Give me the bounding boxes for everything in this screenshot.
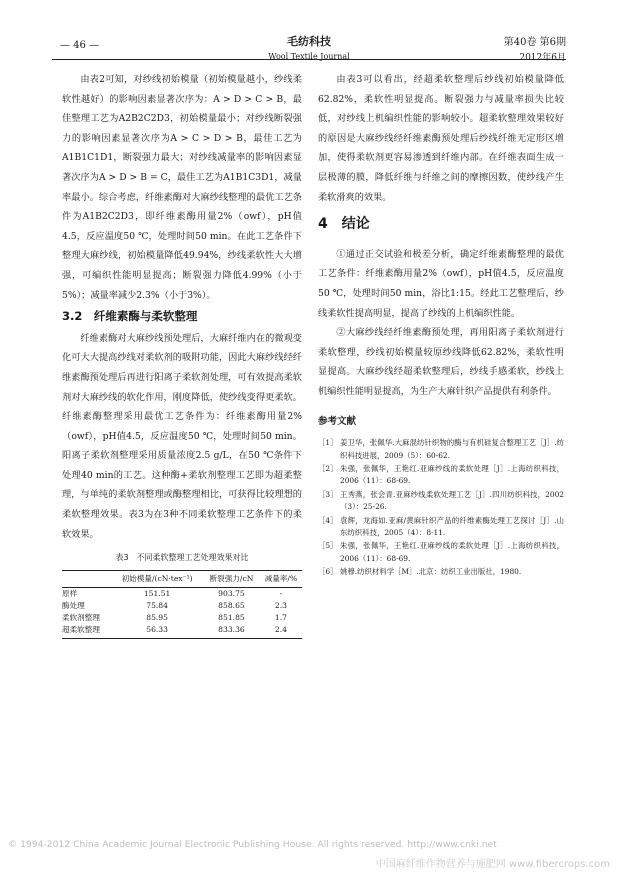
conclusion-item-1: ①通过正交试验和极差分析，确定纤维素酶整理的最优工艺条件：纤维素酶用量2%（owf），pH值4.5，反应温度50 ℃，处理时间50 min，浴比1:15。经此工艺整理后，纱线柔软性提高明显，提高了纱线的上机编织性能。 [318, 248, 564, 319]
table-row [62, 600, 302, 612]
paragraph-table2-analysis: 由表2可知，对纱线初始模量（初始模量越小，纱线柔软性越好）的影响因素显著次序为：A > D > C > B，最佳整理工艺为A2B2C2D3，初始模量最小；对纱线断裂强力的影响因素显著次序为A > C > D > B，最佳工艺为A1B1C1D1，断裂强力最大；对纱线减量率的影响因素显著次序为A > D > B = C，最佳工艺为A1B1C3D1，减量率最小。综合考虑，纤维素酶对大麻纱线整理的最优工艺条件为A1B2C2D3，即纤维素酶用量2%（owf），pH值4.5，反应温度50 ℃，处理时间50 min。在此工艺条件下整理大麻纱线，初始模量降低49.94%，纱线柔软性大大增强，可编织性能明显提高；断裂强力降低4.99%（小于5%）；减量率减少2.3%（小于3%）。 [62, 74, 302, 301]
table-cell: 151.51 [143, 588, 171, 598]
table-cell: 56.33 [111, 624, 203, 639]
reference-number: ［4］ [318, 515, 338, 525]
reference-item [318, 515, 564, 540]
table-cell: 超柔软整理 [62, 624, 111, 639]
reference-number: ［3］ [318, 489, 338, 499]
section-3-2-heading: 3.2 纤维素酶与柔软整理 [62, 309, 198, 324]
table-cell: 2.3 [274, 600, 287, 610]
header-rule [52, 59, 566, 60]
reference-number: ［6］ [318, 567, 338, 577]
reference-number: ［1］ [318, 438, 338, 448]
reference-item [318, 463, 564, 488]
right-column [318, 70, 564, 580]
table-cell: 2.4 [260, 624, 302, 639]
table3-header-blank [62, 570, 111, 587]
reference-text: 姜卫华，张佩华.大麻混纺针织物的酶与有机硅复合整理工艺［J］.纺织科技进展，2009（5）：60-62. [340, 438, 564, 460]
reference-text: 姚穆.纺织材料学［M］.北京：纺织工业出版社，1980. [340, 567, 522, 577]
references-heading: 参考文献 [318, 415, 357, 427]
reference-item [318, 437, 564, 462]
table-cell: 833.36 [203, 624, 260, 639]
table-cell: 85.95 [146, 612, 168, 622]
reference-item [318, 489, 564, 514]
journal-title-cn: 毛纺科技 [287, 35, 331, 48]
issue-volume: 第40卷 第6期 [503, 37, 566, 48]
watermark: 中国麻纤维作物营养与施肥网 www.fibercrops.com [375, 859, 610, 870]
table3-header-weight-loss: 减量率/% [260, 570, 302, 587]
table-cell: 851.85 [218, 612, 245, 622]
reference-text: 朱强，张佩华，王艳红.亚麻纱线的柔软处理［J］.上海纺织科技，2006（11）：68-69. [340, 463, 564, 486]
table-cell: - [279, 588, 283, 598]
reference-text: 朱强，张佩华，王艳红.亚麻纱线的柔软处理［J］.上海纺织科技，2006（11）：68-69. [340, 541, 564, 563]
conclusion-item-2: ②大麻纱线经纤维素酶预处理，再用阳离子柔软剂进行柔软整理，纱线初始模量较原纱线降低62.82%，柔软性明显提高。大麻纱线经超柔软整理后，纱线手感柔软，纱线上机编织性能明显提高，为生产大麻针织产品提供有利条件。 [318, 327, 564, 397]
table-cell: 903.75 [218, 588, 245, 598]
paragraph-enzyme-softening: 纤维素酶对大麻纱线预处理后，大麻纤维内在的微观变化可大大提高纱线对柔软剂的吸附功能，因此大麻纱线经纤维素酶预处理后再进行阳离子柔软剂处理，可有效提高柔软剂对大麻纱线的软化作用，刚度降低，使纱线变得更柔软。纤维素酶整理采用最优工艺条件为：纤维素酶用量2%（owf），pH值4.5，反应温度50 ℃，处理时间50 min。阳离子柔软剂整理采用质量浓度2.5 g/L，在50 ℃条件下处理40 min的工艺。这种酶+柔软剂整理工艺即为超柔整理，与单纯的柔软剂整理或酶整理相比，可获得比较理想的柔软整理效果。表3为在3种不同柔软整理工艺条件下的柔软效果。 [62, 332, 302, 540]
journal-title-en: Wool Textile Journal [268, 52, 350, 61]
issue-date: 2012年6月 [519, 53, 566, 63]
table-cell: 酶处理 [62, 600, 85, 610]
table3-header-modulus: 初始模量/(cN·tex⁻¹) [111, 570, 203, 587]
reference-text: 王秀燕，张会青.亚麻纱线柔软处理工艺［J］.四川纺织科技，2002（3）：25-26. [340, 489, 564, 512]
references-list [318, 437, 564, 578]
table-row [62, 624, 302, 639]
reference-item [318, 540, 564, 565]
table-cell: 75.84 [146, 600, 168, 610]
table-cell: 柔软剂整理 [62, 612, 100, 622]
table-row [62, 612, 302, 624]
page-number: — 46 — [60, 40, 100, 51]
reference-number: ［5］ [318, 541, 338, 551]
table3-header-row [62, 570, 302, 587]
table-cell: 858.65 [218, 600, 245, 610]
table-cell: 1.7 [274, 612, 287, 622]
copyright-footer: © 1994-2012 China Academic Journal Electronic Publishing House. All rights reserved. http://www.cnki.net [8, 839, 497, 850]
section-4-heading: 4 结论 [318, 216, 370, 233]
left-column [62, 70, 302, 639]
table3-header-strength: 断裂强力/cN [203, 570, 260, 587]
table-cell: 原样 [62, 588, 78, 598]
reference-text: 袁辉，龙海如.亚麻/黄麻针织产品的纤维素酶处理工艺探讨［J］.山东纺织科技，2005（4）：8-11. [340, 515, 564, 537]
table-row [62, 587, 302, 600]
reference-number: ［2］ [318, 463, 338, 473]
paragraph-table3-analysis: 由表3可以看出，经超柔软整理后纱线初始模量降低62.82%，柔软性明显提高。断裂强力与减量率损失比较低，对纱线上机编织性能的影响较小。超柔软整理效果较好的原因是大麻纱线经纤维素酶预处理后纱线纤维无定形区增加，使得柔软剂更容易渗透到纤维内部。在纤维表面生成一层极薄的膜，降低纤维与纤维之间的摩擦因数，使纱线产生柔软滑爽的效果。 [318, 74, 564, 203]
table3 [62, 570, 302, 639]
table3-title: 表3 不同柔软整理工艺处理效果对比 [115, 553, 249, 563]
reference-item [318, 566, 564, 578]
